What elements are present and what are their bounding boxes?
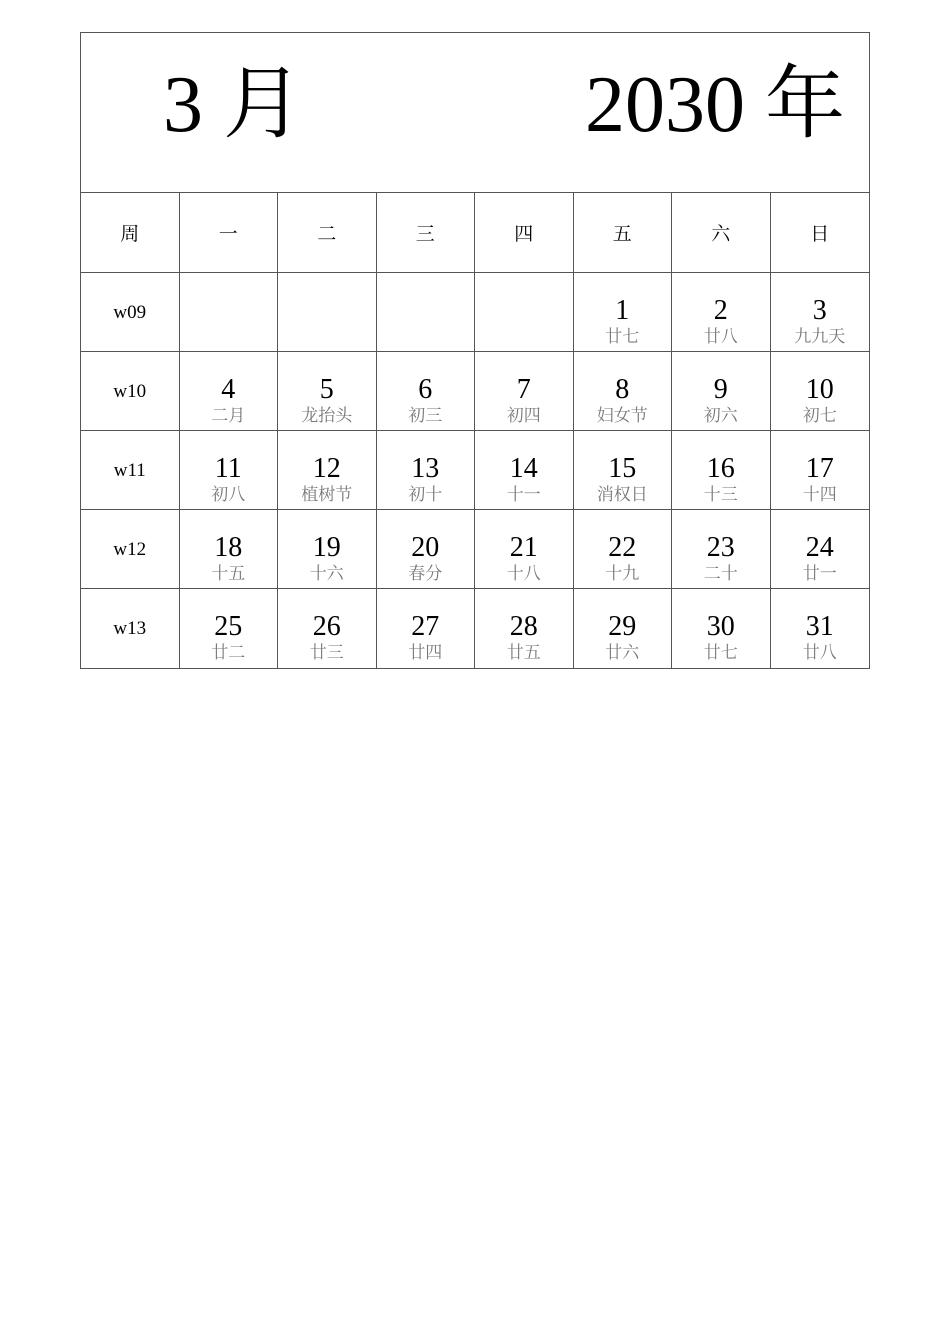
day-number: 24: [805, 532, 834, 563]
lunar-date: 十一: [506, 485, 541, 505]
lunar-date: 廿一: [802, 564, 837, 584]
day-number: 21: [509, 532, 538, 563]
lunar-date: 二月: [211, 406, 246, 426]
day-number: 18: [214, 532, 243, 563]
lunar-date: 十八: [506, 564, 541, 584]
lunar-date: 春分: [408, 564, 443, 584]
day-number: 3: [812, 295, 827, 326]
day-cell: [377, 352, 476, 431]
lunar-date: 二十: [703, 564, 738, 584]
day-cell: [672, 431, 771, 510]
day-cell: [278, 352, 377, 431]
lunar-date: 廿五: [506, 643, 541, 663]
day-cell: [574, 510, 673, 589]
weekday-header: 五: [574, 193, 673, 273]
week-number-label: w12: [113, 539, 147, 560]
day-number: 19: [312, 532, 341, 563]
month-title: 3 月: [163, 61, 303, 149]
day-number: 1: [615, 295, 630, 326]
weekday-header: 二: [278, 193, 377, 273]
lunar-date: 廿四: [408, 643, 443, 663]
day-number: 23: [706, 532, 735, 563]
day-cell: [278, 589, 377, 668]
day-cell: [771, 589, 870, 668]
weekday-header: 六: [672, 193, 771, 273]
weekday-header: 一: [180, 193, 279, 273]
week-number: [81, 273, 180, 352]
week-number: [81, 352, 180, 431]
day-number: 20: [411, 532, 440, 563]
week-number: [81, 589, 180, 668]
empty-day-cell: [180, 273, 279, 352]
lunar-date: 廿八: [703, 327, 738, 347]
lunar-date: 廿七: [703, 643, 738, 663]
day-cell: [278, 431, 377, 510]
lunar-date: 十六: [309, 564, 344, 584]
day-number: 22: [608, 532, 637, 563]
day-cell: [574, 589, 673, 668]
day-cell: [180, 589, 279, 668]
day-number: 2: [713, 295, 728, 326]
day-cell: [475, 431, 574, 510]
day-number: 16: [706, 453, 735, 484]
day-cell: [672, 510, 771, 589]
lunar-date: 廿八: [802, 643, 837, 663]
empty-day-cell: [475, 273, 574, 352]
weekday-header: 日: [771, 193, 870, 273]
day-cell: [771, 431, 870, 510]
day-number: 9: [713, 374, 728, 405]
lunar-date: 初四: [506, 406, 541, 426]
lunar-date: 十三: [703, 485, 738, 505]
day-cell: [180, 352, 279, 431]
empty-day-cell: [377, 273, 476, 352]
lunar-date: 十五: [211, 564, 246, 584]
day-number: 12: [312, 453, 341, 484]
calendar-header: [81, 33, 869, 193]
week-number: [81, 431, 180, 510]
lunar-date: 十九: [605, 564, 640, 584]
day-number: 7: [516, 374, 531, 405]
day-cell: [771, 273, 870, 352]
day-number: 17: [805, 453, 834, 484]
lunar-date: 初六: [703, 406, 738, 426]
day-number: 28: [509, 611, 538, 642]
day-cell: [574, 352, 673, 431]
day-number: 13: [411, 453, 440, 484]
week-number-label: w10: [113, 381, 147, 402]
day-number: 29: [608, 611, 637, 642]
week-number: [81, 510, 180, 589]
day-cell: [672, 589, 771, 668]
day-number: 11: [214, 453, 242, 484]
empty-day-cell: [278, 273, 377, 352]
lunar-date: 初八: [211, 485, 246, 505]
week-number-label: w13: [113, 618, 147, 639]
day-number: 4: [221, 374, 236, 405]
day-number: 6: [418, 374, 433, 405]
lunar-date: 消权日: [596, 485, 648, 505]
calendar: [80, 32, 870, 669]
day-cell: [672, 352, 771, 431]
day-number: 15: [608, 453, 637, 484]
day-cell: [377, 589, 476, 668]
day-cell: [574, 431, 673, 510]
week-number-label: w11: [113, 460, 146, 481]
day-cell: [771, 352, 870, 431]
day-number: 5: [319, 374, 334, 405]
day-cell: [672, 273, 771, 352]
day-number: 30: [706, 611, 735, 642]
day-number: 27: [411, 611, 440, 642]
day-number: 10: [805, 374, 834, 405]
day-number: 26: [312, 611, 341, 642]
lunar-date: 妇女节: [596, 406, 648, 426]
day-cell: [377, 431, 476, 510]
day-cell: [475, 510, 574, 589]
day-cell: [377, 510, 476, 589]
day-cell: [475, 352, 574, 431]
lunar-date: 龙抬头: [301, 406, 353, 426]
day-cell: [475, 589, 574, 668]
lunar-date: 九九天: [794, 327, 846, 347]
day-number: 14: [509, 453, 538, 484]
day-cell: [278, 510, 377, 589]
lunar-date: 十四: [802, 485, 837, 505]
day-number: 25: [214, 611, 243, 642]
day-number: 31: [805, 611, 834, 642]
week-number-label: w09: [113, 302, 147, 323]
lunar-date: 廿三: [309, 643, 344, 663]
day-cell: [180, 431, 279, 510]
lunar-date: 廿六: [605, 643, 640, 663]
year-title: 2030 年: [585, 61, 845, 149]
day-number: 8: [615, 374, 630, 405]
lunar-date: 初七: [802, 406, 837, 426]
weekday-header: 三: [377, 193, 476, 273]
lunar-date: 廿七: [605, 327, 640, 347]
week-column-header: 周: [81, 193, 180, 273]
day-cell: [771, 510, 870, 589]
lunar-date: 植树节: [301, 485, 353, 505]
lunar-date: 初三: [408, 406, 443, 426]
day-cell: [180, 510, 279, 589]
lunar-date: 廿二: [211, 643, 246, 663]
weekday-header: 四: [475, 193, 574, 273]
calendar-grid: [81, 193, 869, 668]
lunar-date: 初十: [408, 485, 443, 505]
day-cell: [574, 273, 673, 352]
